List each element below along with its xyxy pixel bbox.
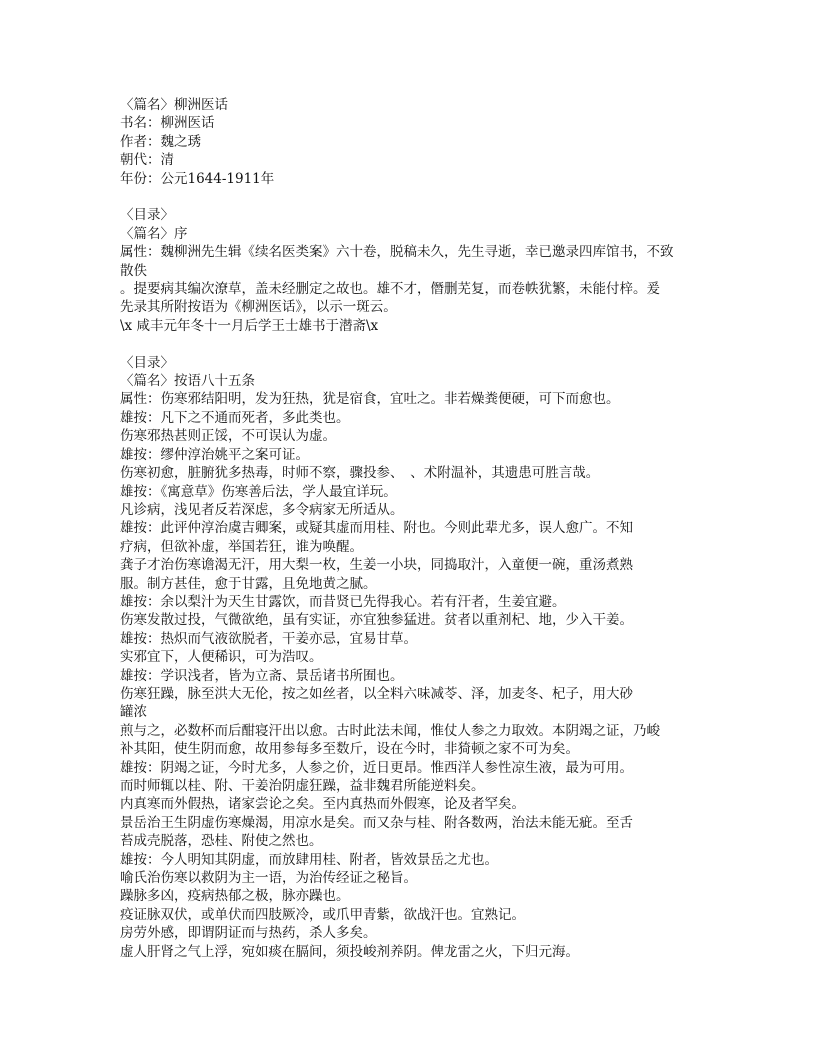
text-line: 雄按：此评仲淳治虞吉卿案，或疑其虚而用桂、附也。今则此辈尤多，误人愈广。不知 [120,520,633,537]
text-line: 雄按：《寓意草》伤寒善后法，学人最宜详玩。 [120,483,397,500]
text-line: 煎与之，必数杯而后酣寝汗出以愈。古时此法未闻，惟仗人参之力取效。本阴竭之证，乃峻 [120,722,660,739]
text-line: 龚子才治伤寒谵渴无汗，用大梨一枚，生姜一小块，同捣取汁，入童便一碗，重汤煮熟 [120,557,633,574]
text-line: 疗病，但欲补虚，举国若狂，谁为唤醒。 [120,538,363,555]
text-line: 〈篇名〉按语八十五条 [120,373,255,390]
preface-section [120,206,680,335]
text-line: 实邪宜下，人便稀识，可为浩叹。 [120,649,323,666]
text-line: 雄按：学识浅者，皆为立斋、景岳诸书所囿也。 [120,667,404,684]
text-line: 疫证脉双伏，或单伏而四肢厥冷，或爪甲青紫，欲战汗也。宜熟记。 [120,906,525,923]
chapter-name: 〈篇名〉柳洲医话 [120,97,228,113]
text-line: 虚人肝肾之气上浮，宛如痰在膈间，须投峻剂养阴。俾龙雷之火，下归元海。 [120,943,579,960]
text-line: 喻氏治伤寒以救阴为主一语，为治传经证之秘旨。 [120,870,417,887]
text-line: 补其阳，使生阴而愈，故用参每多至数斤，设在今时，非猗顿之家不可为矣。 [120,741,579,758]
text-line: 。提要病其编次潦草，盖未经删定之故也。雄不才，僭删芜复，而卷帙犹繁，未能付梓。爰 [120,281,660,298]
spacer [120,335,680,353]
text-line: 〈篇名〉序 [120,225,188,242]
notes-section [120,354,680,980]
text-line: 散佚 [120,262,147,279]
text-line: 属性：伤寒邪结阳明，发为狂热，犹是宿食，宜吐之。非若燥粪便硬，可下而愈也。 [120,391,620,408]
text-line: 伤寒发散过投，气微欲绝，虽有实证，亦宜独参猛进。贫者以重剂杞、地，少入干姜。 [120,612,633,629]
text-line: 伤寒邪热甚则正馁，不可误认为虚。 [120,428,336,445]
text-line: 属性：魏柳洲先生辑《续名医类案》六十卷，脱稿未久，先生寻逝，幸已邀录四库馆书，不致 [120,244,674,261]
text-line: 房劳外感，即谓阴证而与热药，杀人多矣。 [120,925,377,942]
text-line: 凡诊病，浅见者反若深虑，多令病家无所适从。 [120,501,404,518]
text-line: 罐浓 [120,704,147,721]
text-line: 先录其所附按语为《柳洲医话》，以示一斑云。 [120,299,397,316]
text-line: 〈目录〉 [120,207,174,224]
text-line: 景岳治王生阴虚伤寒燥渴，用凉水是矣。而又杂与桂、附各数两，治法未能无疵。至舌 [120,814,633,831]
dynasty: 朝代：清 [120,152,174,169]
text-line: \x 咸丰元年冬十一月后学王士雄书于潜斋\x [120,317,379,334]
text-line: 雄按：阴竭之证，今时尤多，人参之价，近日更昂。惟西洋人参性凉生液，最为可用。 [120,759,633,776]
text-line: 雄按：缪仲淳治姚平之案可证。 [120,446,309,463]
text-line: 雄按：凡下之不通而死者，多此类也。 [120,409,350,426]
text-line: 伤寒狂躁，脉至洪大无伦，按之如丝者，以全料六味减苓、泽，加麦冬、杞子，用大砂 [120,685,633,702]
document-body [120,96,680,979]
text-line: 〈目录〉 [120,354,174,371]
text-line: 而时师辄以桂、附、干姜治阴虚狂躁，益非魏君所能逆料矣。 [120,778,485,794]
text-line: 雄按：今人明知其阴虚，而放肆用桂、附者，皆效景岳之尤也。 [120,851,498,868]
year-range: 年份：公元1644-1911年 [120,170,275,187]
text-line: 雄按：余以梨汁为天生甘露饮，而昔贤已先得我心。若有汗者，生姜宜避。 [120,593,566,610]
text-line: 躁脉多凶，疫病热郁之极，脉亦躁也。 [120,888,350,905]
text-line: 服。制方甚佳，愈于甘露，且免地黄之腻。 [120,575,377,592]
text-line [120,961,680,979]
text-line: 雄按：热炽而气液欲脱者，干姜亦忌，宜易甘草。 [120,630,417,647]
spacer [120,188,680,206]
author: 作者：魏之琇 [120,133,201,150]
text-line: 内真寒而外假热，诸家尝论之矣。至内真热而外假寒，论及者罕矣。 [120,796,525,813]
book-name: 书名：柳洲医话 [120,115,215,132]
text-line: 伤寒初愈，脏腑犹多热毒，时师不察，骤投参、 、术附温补，其遗患可胜言哉。 [120,465,600,482]
text-line: 苔成壳脱落，恐桂、附使之然也。 [120,833,323,850]
